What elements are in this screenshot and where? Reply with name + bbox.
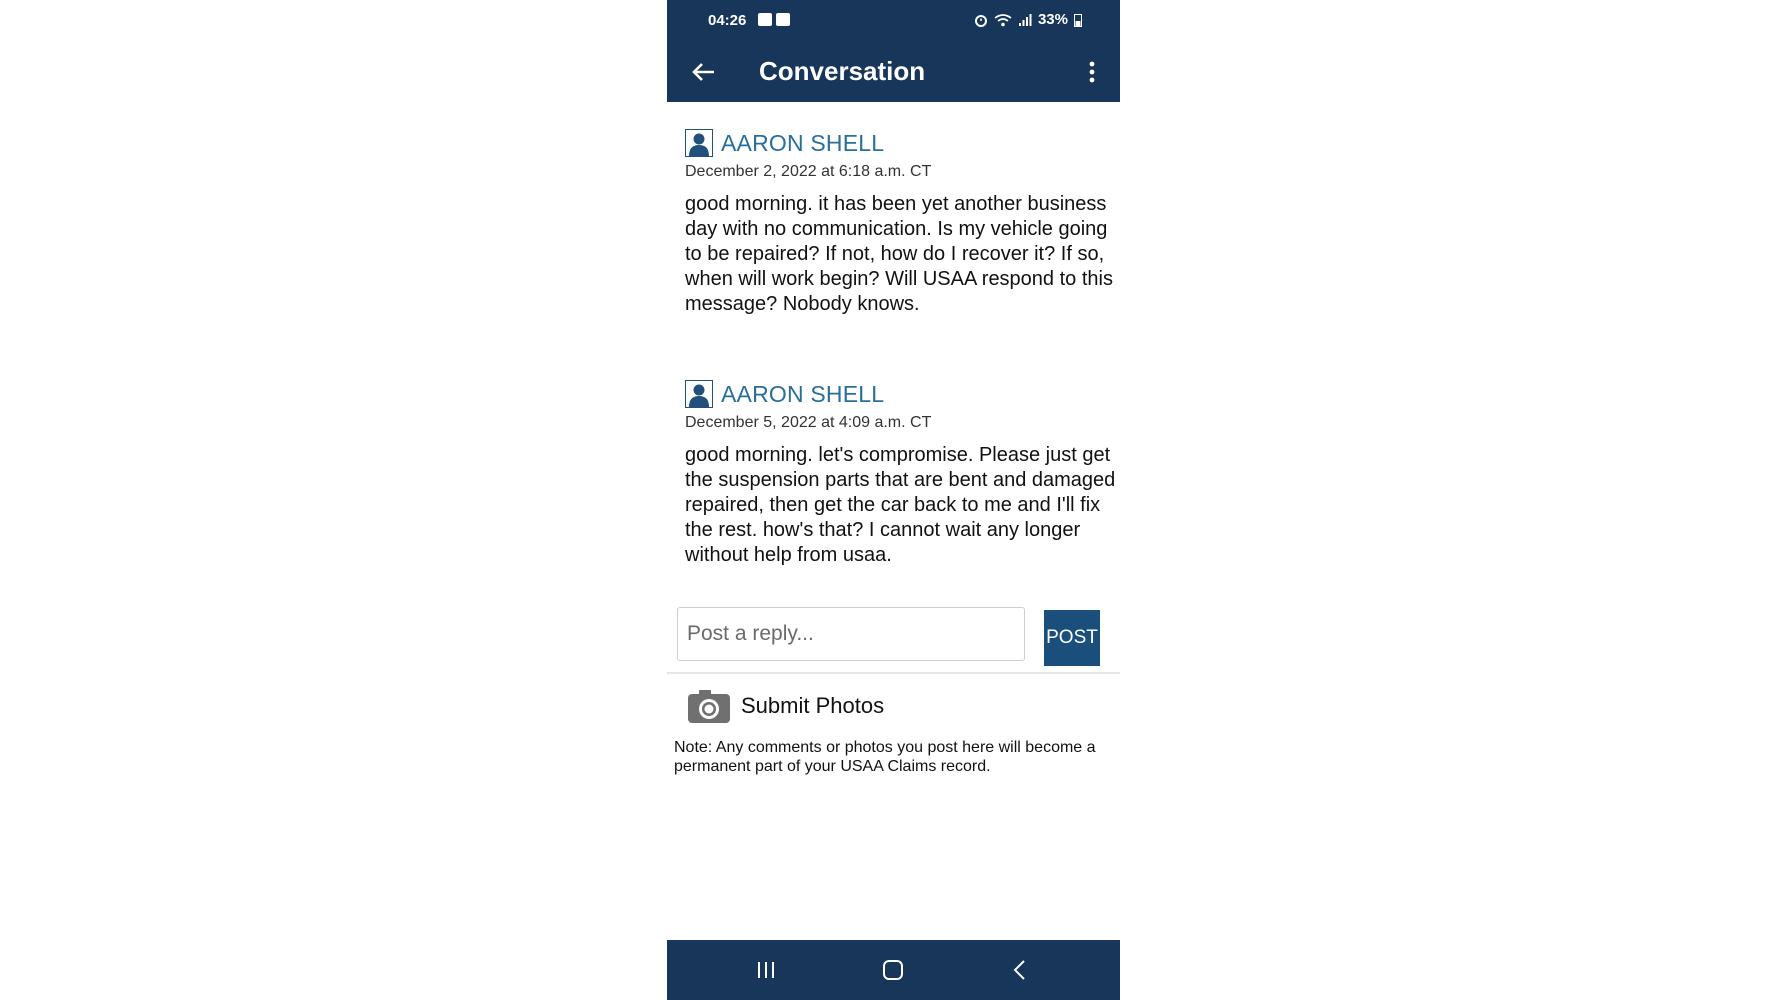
wifi-icon <box>994 13 1012 27</box>
message-item <box>685 127 1120 317</box>
post-button[interactable]: POST <box>1044 610 1100 666</box>
status-notification-icons <box>758 13 790 26</box>
message-body: good morning. it has been yet another business day with no communication. Is my vehicle going to be repaired? If not, how do I recover it? If so, when will work begin? Will USAA respond to this message? Nobody knows. <box>685 193 1113 315</box>
notification-app-icon <box>776 13 790 26</box>
submit-photos-label: Submit Photos <box>741 693 885 718</box>
reply-input[interactable] <box>677 607 1025 661</box>
home-icon[interactable] <box>879 958 907 982</box>
message-date: December 5, 2022 at 4:09 a.m. CT <box>685 414 932 431</box>
reply-row <box>677 607 1110 667</box>
message-author: AARON SHELL <box>721 380 885 407</box>
message-header <box>685 127 1120 159</box>
message-date: December 2, 2022 at 6:18 a.m. CT <box>685 163 932 180</box>
cast-icon <box>758 13 772 26</box>
back-nav-icon[interactable] <box>1006 958 1034 982</box>
claims-note: Note: Any comments or photos you post here will become a permanent part of your USAA Claims record. <box>674 739 1096 775</box>
status-bar <box>667 0 1120 42</box>
battery-percent: 33% <box>1037 11 1068 28</box>
message-item <box>685 378 1120 568</box>
back-arrow-icon[interactable] <box>687 55 721 89</box>
status-right-group <box>974 11 1082 28</box>
person-silhouette-icon <box>686 130 712 156</box>
recent-apps-icon[interactable] <box>752 958 780 982</box>
app-bar <box>667 42 1120 102</box>
avatar-icon <box>685 129 713 157</box>
divider <box>667 672 1120 674</box>
message-header <box>685 378 1120 410</box>
alarm-icon <box>974 13 988 27</box>
more-options-icon[interactable] <box>1082 54 1102 90</box>
system-nav-bar <box>667 940 1120 1000</box>
status-time: 04:26 <box>708 12 747 29</box>
message-body: good morning. let's compromise. Please just get the suspension parts that are bent and damaged repaired, then get the car back to me and I'll fix the rest. how's that? I cannot wait any longer without help from usaa. <box>685 444 1116 566</box>
page-title: Conversation <box>759 56 926 86</box>
avatar-icon <box>685 380 713 408</box>
signal-icon <box>1018 13 1032 27</box>
message-author: AARON SHELL <box>721 129 885 156</box>
battery-icon <box>1074 13 1082 27</box>
person-silhouette-icon <box>686 381 712 407</box>
submit-photos-button[interactable] <box>687 688 884 724</box>
camera-icon <box>687 688 731 724</box>
phone-screen <box>667 0 1120 1000</box>
